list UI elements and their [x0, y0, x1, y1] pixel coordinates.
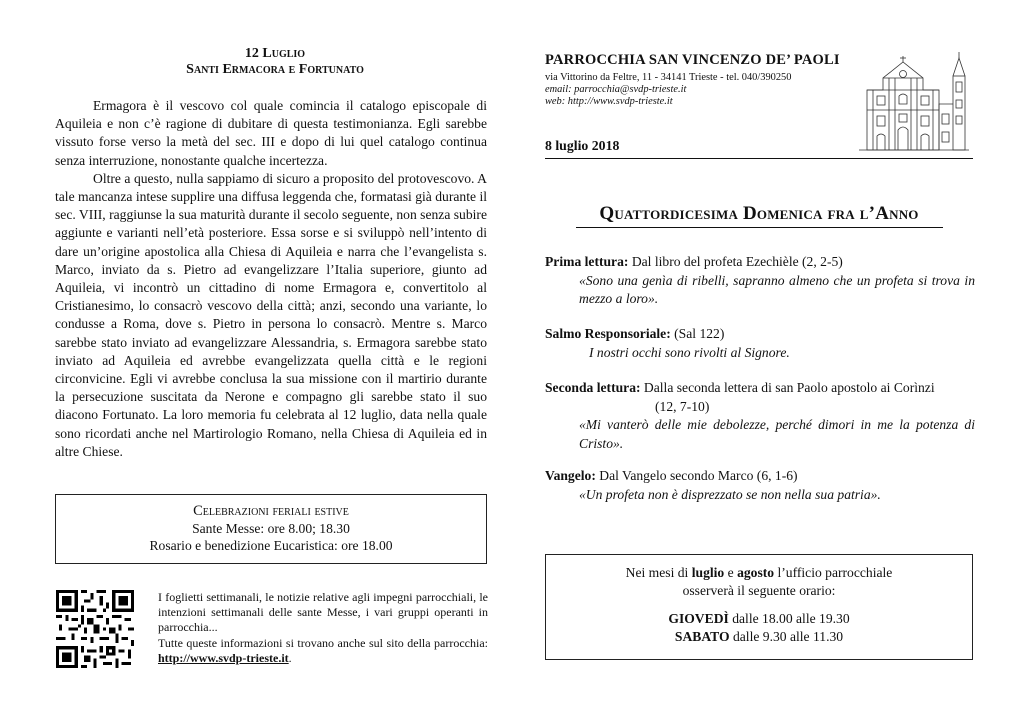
website-info: I foglietti settimanali, le notizie relative agli impegni parrocchiali, le intenzioni settimanali delle sante Messe, i vari gruppi operanti in parrocchia... Tutte queste informazioni si trovano anche sul sito della parrocchia: http://www.svdp-trieste.it.: [158, 590, 488, 665]
second-reading-quote: «Mi vanterò delle mie debolezze, perché dimori in me la potenza di Cristo».: [579, 417, 975, 451]
office-hours-box: [545, 554, 973, 660]
celebrations-title: Celebrazioni feriali estive: [193, 503, 349, 519]
gospel-quote: «Un profeta non è disprezzato se non nella sua patria».: [579, 486, 881, 502]
office-hours-saturday: SABATO dalle 9.30 alle 11.30: [674, 628, 844, 644]
article-paragraph: Ermagora è il vescovo col quale comincia il catalogo episcopale di Aquileia e non c’è ragione di dubitare di questa testimonianza. Egli sarebbe vissuto forse verso la metà del sec. III e dopo di lui quel catalogo continua senza interruzione, nonostante qualche incertezza.: [55, 98, 487, 168]
celebrations-rosary: Rosario e benedizione Eucaristica: ore 18.00: [149, 538, 393, 553]
sunday-title-underline: [576, 227, 943, 228]
saints-names: Santi Ermacora e Fortunato: [186, 62, 364, 77]
gospel: [545, 467, 975, 504]
church-illustration-icon: [853, 48, 973, 156]
saints-date: 12 Luglio: [244, 46, 306, 61]
parish-email[interactable]: email: parrocchia@svdp-trieste.it: [545, 84, 687, 95]
parish-web[interactable]: web: http://www.svdp-trieste.it: [545, 96, 673, 107]
first-reading: [545, 253, 975, 309]
first-reading-label: Prima lettura:: [545, 254, 629, 269]
psalm-label: Salmo Responsoriale:: [545, 326, 671, 341]
saints-article: [55, 97, 487, 461]
parish-address: via Vittorino da Feltre, 11 - 34141 Trieste - tel. 040/390250: [545, 72, 792, 83]
office-hours-intro: Nei mesi di luglio e agosto l’ufficio parrocchiale: [625, 565, 893, 580]
office-hours-thursday: GIOVEDÌ dalle 18.00 alle 19.30: [668, 611, 850, 626]
second-reading-ref: Dalla seconda lettera di san Paolo apostolo ai Corìnzi: [640, 380, 935, 395]
second-reading-ref-verses: (12, 7-10): [655, 398, 710, 414]
bulletin-date: 8 luglio 2018: [545, 138, 620, 153]
celebrations-box: [55, 494, 487, 564]
qr-code-icon[interactable]: [56, 590, 134, 668]
psalm-response: I nostri occhi sono rivolti al Signore.: [589, 344, 790, 360]
first-reading-ref: Dal libro del profeta Ezechièle (2, 2-5): [628, 254, 843, 269]
info-description: I foglietti settimanali, le notizie relative agli impegni parrocchiali, le intenzioni settimanali delle sante Messe, i vari gruppi operanti in parrocchia...: [158, 590, 488, 635]
psalm-ref: (Sal 122): [670, 326, 725, 341]
psalm: [545, 325, 975, 362]
gospel-ref: Dal Vangelo secondo Marco (6, 1-6): [595, 468, 798, 483]
month-july: luglio: [691, 565, 725, 580]
month-august: agosto: [737, 565, 775, 580]
office-hours-intro-line2: osserverà il seguente orario:: [682, 582, 836, 598]
saints-heading: [55, 46, 495, 78]
sunday-title: Quattordicesima Domenica fra l’Anno: [599, 203, 919, 224]
parish-name: PARROCCHIA SAN VINCENZO DE’ PAOLI: [545, 52, 840, 68]
gospel-label: Vangelo:: [545, 468, 596, 483]
celebrations-masses: Sante Messe: ore 8.00; 18.30: [192, 521, 350, 536]
first-reading-quote: «Sono una genìa di ribelli, sapranno almeno che un profeta si trova in mezzo a loro».: [579, 272, 975, 306]
article-paragraph: Oltre a questo, nulla sappiamo di sicuro a proposito del protovescovo. A tale mancanza intese supplire una diffusa leggenda che, formatasi già durante il sec. VIII, raggiunse la sua maturità durante il secolo seguente, non senza subire aggiunte e varianti nell’età posteriore. Essa sorse e si sviluppò nell’intento di dare un’origine apostolica alla Chiesa di Aquileia e narra che l’evangelista s. Marco, inviato da s. Pietro ad evangelizzare l’Italia superiore, giunto ad Aquileia, vi incontrò un cittadino di nome Ermagora e, convertitolo al Cristianesimo, lo consacrò vescovo della città; anzi, secondo una variante, lo condusse a Roma, dove s. Pietro in persona lo consacrò. Mentre s. Marco sarebbe stato inviato ad evangelizzare Alessandria, s. Ermagora sarebbe stato inviato ad Aquileia ed avrebbe evangelizzata quella città e le regioni circonvicine. Egli vi avrebbe conclusa la sua missione con il martirio durante la persecuzione suscitata da Nerone e compagno gli sarebbe stato il suo diacono Fortunato. La loro memoria fu celebrata al 12 luglio, data nella quale sono ricordati anche nel Martirologio Romano, nella Chiesa di Aquileia ed in altre Chiese.: [55, 170, 487, 459]
header-divider: [545, 158, 973, 159]
website-link[interactable]: http://www.svdp-trieste.it: [158, 650, 289, 665]
info-website-intro: Tutte queste informazioni si trovano anche sul sito della parrocchia:: [158, 635, 488, 650]
second-reading: [545, 379, 975, 453]
second-reading-label: Seconda lettura:: [545, 380, 641, 395]
